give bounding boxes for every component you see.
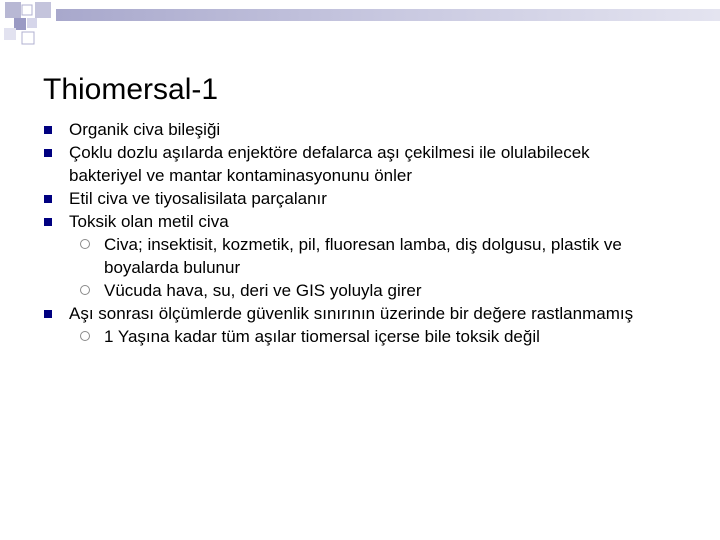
sub-bullet-text: Vücuda hava, su, deri ve GIS yoluyla girer (104, 281, 422, 300)
header-band (56, 9, 720, 21)
bullet-list (0, 118, 720, 348)
bullet-item (0, 118, 659, 141)
circle-bullet-icon (80, 331, 90, 341)
square-bullet-icon (44, 310, 52, 318)
square-bullet-icon (44, 218, 52, 226)
bullet-text: Etil civa ve tiyosalisilata parçalanır (69, 189, 327, 208)
bullet-text: Aşı sonrası ölçümlerde güvenlik sınırının üzerinde bir değere rastlanmamış (69, 304, 634, 323)
circle-bullet-icon (80, 285, 90, 295)
square-bullet-icon (44, 195, 52, 203)
bullet-text: Toksik olan metil civa (69, 212, 229, 231)
sub-bullet-text: Civa; insektisit, kozmetik, pil, fluoresan lamba, diş dolgusu, plastik ve boyalarda bulunur (104, 235, 622, 277)
sub-bullet-item (0, 233, 664, 279)
corner-squares-graphic (4, 2, 51, 44)
bullet-text: Çoklu dozlu aşılarda enjektöre defalarca aşı çekilmesi ile olulabilecek bakteriyel ve mantar kontaminasyonunu önler (69, 143, 590, 185)
square-bullet-icon (44, 149, 52, 157)
sub-bullet-item (0, 279, 664, 302)
sub-bullet-item (0, 325, 664, 348)
bullet-text: Organik civa bileşiği (69, 120, 221, 139)
sub-bullet-text: 1 Yaşına kadar tüm aşılar tiomersal içerse bile toksik değil (104, 327, 540, 346)
square-bullet-icon (44, 126, 52, 134)
circle-bullet-icon (80, 239, 90, 249)
header-decoration (0, 0, 720, 60)
bullet-item (0, 141, 659, 187)
bullet-item (0, 302, 659, 325)
slide-title: Thiomersal-1 (43, 73, 219, 106)
bullet-item (0, 187, 659, 210)
bullet-item (0, 210, 659, 233)
